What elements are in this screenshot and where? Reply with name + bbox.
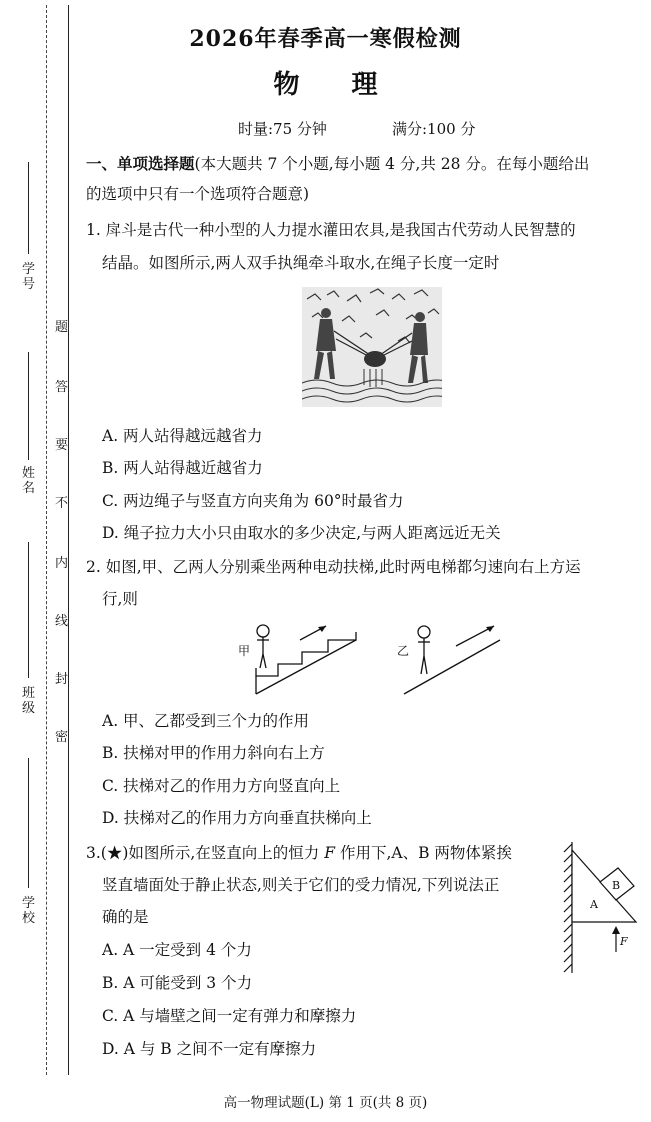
q3-stem-line3: 确的是 bbox=[102, 908, 149, 926]
q3-stem-text: 3.(★)如图所示,在竖直向上的恒力 bbox=[86, 844, 325, 862]
exam-score: 满分:100 分 bbox=[392, 120, 476, 138]
q3-label-a: A bbox=[590, 898, 598, 911]
q2-option-b[interactable]: B. 扶梯对甲的作用力斜向右上方 bbox=[102, 744, 325, 762]
section-description: (本大题共 7 个小题,每小题 4 分,共 28 分。在每小题给出 bbox=[194, 155, 590, 173]
q3-wall-wedge-diagram bbox=[560, 840, 646, 975]
q2-stair-escalator-diagram bbox=[230, 618, 370, 700]
q1-option-c[interactable]: C. 两边绳子与竖直方向夹角为 60°时最省力 bbox=[102, 492, 404, 510]
q3-label-b: B bbox=[612, 879, 621, 892]
q3-stem-text-cont: 作用下,A、B 两物体紧挨 bbox=[335, 844, 512, 862]
binding-line-dashed bbox=[46, 5, 47, 1075]
q1-option-a[interactable]: A. 两人站得越远越省力 bbox=[102, 427, 263, 445]
q1-stem-line2: 结晶。如图所示,两人双手执绳牵斗取水,在绳子长度一定时 bbox=[102, 254, 500, 272]
exam-time: 时量:75 分钟 bbox=[238, 120, 327, 138]
seal-notice-char: 密 bbox=[54, 730, 68, 745]
seal-notice-char: 题 bbox=[54, 320, 68, 335]
field-class-label: 班级 bbox=[21, 686, 35, 716]
seal-notice-char: 要 bbox=[54, 438, 68, 453]
q3-force-symbol: F bbox=[324, 844, 336, 862]
field-student-number-blank[interactable] bbox=[28, 162, 29, 254]
seal-notice-char: 答 bbox=[54, 380, 68, 395]
q1-option-d[interactable]: D. 绳子拉力大小只由取水的多少决定,与两人距离远近无关 bbox=[102, 524, 501, 542]
binding-line-solid bbox=[68, 5, 69, 1075]
q3-label-f: F bbox=[620, 935, 628, 948]
q3-option-d[interactable]: D. A 与 B 之间不一定有摩擦力 bbox=[102, 1040, 317, 1058]
q3-option-a[interactable]: A. A 一定受到 4 个力 bbox=[102, 941, 252, 959]
q2-option-d[interactable]: D. 扶梯对乙的作用力方向垂直扶梯向上 bbox=[102, 809, 372, 827]
q2-stem-line2: 行,则 bbox=[102, 590, 138, 608]
subject-title: 物理 bbox=[273, 70, 430, 100]
field-school-blank[interactable] bbox=[28, 758, 29, 888]
section-heading: 一、单项选择题 bbox=[86, 154, 195, 173]
seal-notice-char: 线 bbox=[54, 614, 68, 629]
field-class-blank[interactable] bbox=[28, 542, 29, 678]
section-description-cont: 的选项中只有一个选项符合题意) bbox=[86, 185, 310, 203]
q2-label-jia: 甲 bbox=[238, 644, 251, 658]
seal-notice-char: 封 bbox=[54, 672, 68, 687]
field-name-label: 姓名 bbox=[21, 466, 35, 496]
q3-option-c[interactable]: C. A 与墙壁之间一定有弹力和摩擦力 bbox=[102, 1007, 357, 1025]
seal-notice-char: 不 bbox=[54, 496, 68, 511]
field-school-label: 学校 bbox=[21, 896, 35, 926]
q2-stem-line1: 2. 如图,甲、乙两人分别乘坐两种电动扶梯,此时两电梯都匀速向右上方运 bbox=[86, 558, 581, 576]
q3-option-b[interactable]: B. A 可能受到 3 个力 bbox=[102, 974, 253, 992]
exam-title: 2026年春季高一寒假检测 bbox=[189, 26, 462, 52]
q1-woodcut-illustration bbox=[302, 287, 442, 407]
field-student-number-label: 学号 bbox=[21, 262, 35, 292]
section-heading-line bbox=[86, 152, 589, 174]
q3-stem-line1 bbox=[86, 841, 512, 863]
q2-option-a[interactable]: A. 甲、乙都受到三个力的作用 bbox=[102, 712, 310, 730]
q2-incline-escalator-diagram bbox=[398, 618, 508, 700]
field-name-blank[interactable] bbox=[28, 352, 29, 460]
q2-label-yi: 乙 bbox=[397, 644, 410, 658]
q2-option-c[interactable]: C. 扶梯对乙的作用力方向竖直向上 bbox=[102, 777, 341, 795]
q3-stem-line2: 竖直墙面处于静止状态,则关于它们的受力情况,下列说法正 bbox=[102, 876, 500, 894]
q1-option-b[interactable]: B. 两人站得越近越省力 bbox=[102, 459, 263, 477]
q1-stem-line1: 1. 戽斗是古代一种小型的人力提水灌田农具,是我国古代劳动人民智慧的 bbox=[86, 221, 576, 239]
page-footer: 高一物理试题(L) 第 1 页(共 8 页) bbox=[223, 1095, 428, 1111]
seal-notice-char: 内 bbox=[54, 556, 68, 571]
